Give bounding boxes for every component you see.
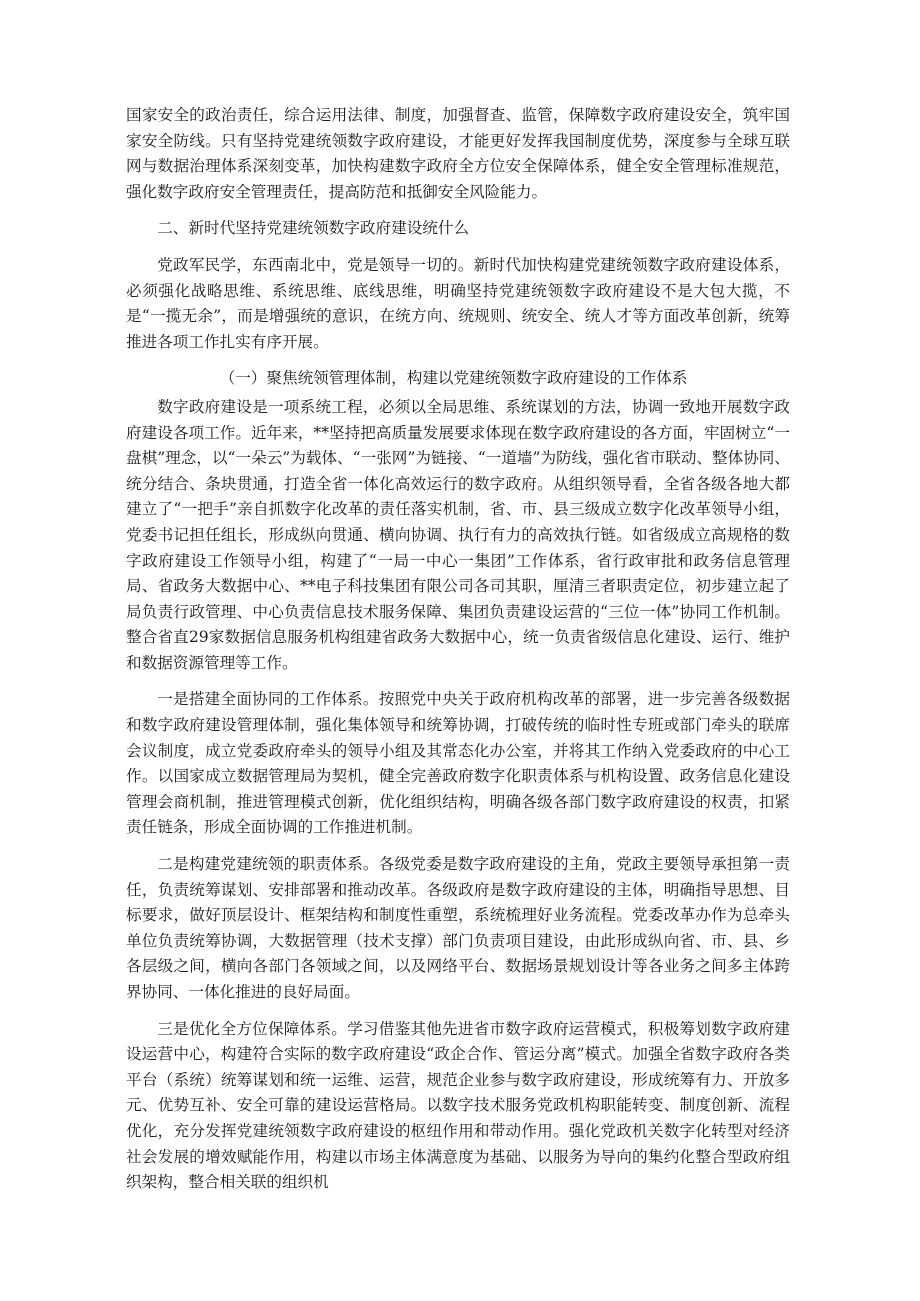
document-body (126, 103, 790, 1196)
paragraph-intro: 党政军民学，东西南北中，党是领导一切的。新时代加快构建党建统领数字政府建设体系，必须强化战略思维、系统思维、底线思维，明确坚持党建统领数字政府建设不是大包大揽，不是“一揽无余”，而是增强统的意识，在统方向、统规则、统安全、统人才等方面改革创新，统筹推进各项工作扎实有序开展。 (126, 255, 790, 351)
paragraph-point-one: 一是搭建全面协同的工作体系。按照党中央关于政府机构改革的部署，进一步完善各级数据和数字政府建设管理体制，强化集体领导和统筹协调，打破传统的临时性专班或部门牵头的联席会议制度，成立党委政府牵头的领导小组及其常态化办公室，并将其工作纳入党委政府的中心工作。以国家成立数据管理局为契机，健全完善政府数字化职责体系与机构设置、政务信息化建设管理会商机制，推进管理模式创新，优化组织结构，明确各级各部门数字政府建设的权责，扣紧责任链条，形成全面协调的工作推进机制。 (126, 690, 790, 837)
paragraph-body: 数字政府建设是一项系统工程，必须以全局思维、系统谋划的方法，协调一致地开展数字政府建设各项工作。近年来，**坚持把高质量发展要求体现在数字政府建设的各方面，牢固树立“一盘棋”理念，以“一朵云”为载体、“一张网”为链接、“一道墙”为防线，强化省市联动、整体协同、统分结合、条块贯通，打造全省一体化高效运行的数字政府。从组织领导看，全省各级各地大都建立了“一把手”亲自抓数字化改革的责任落实机制，省、市、县三级成立数字化改革领导小组，党委书记担任组长，形成纵向贯通、横向协调、执行有力的高效执行链。如省级成立高规格的数字政府建设工作领导小组，构建了“一局一中心一集团”工作体系，省行政审批和政务信息管理局、省政务大数据中心、**电子科技集团有限公司各司其职，厘清三者职责定位，初步建立起了局负责行政管理、中心负责信息技术服务保障、集团负责建设运营的“三位一体”协同工作机制。整合省直29家数据信息服务机构组建省政务大数据中心，统一负责省级信息化建设、运行、维护和数据资源管理等工作。 (126, 397, 790, 672)
paragraph-point-three: 三是优化全方位保障体系。学习借鉴其他先进省市数字政府运营模式，积极筹划数字政府建设运营中心，构建符合实际的数字政府建设“政企合作、管运分离”模式。加强全省数字政府各类平台（系统）统筹谋划和统一运维、运营，规范企业参与数字政府建设，形成统筹有力、开放多元、优势互补、安全可靠的建设运营格局。以数字技术服务党政机构职能转变、制度创新、流程优化，充分发挥党建统领数字政府建设的枢纽作用和带动作用。强化党政机关数字化转型对经济社会发展的增效赋能作用，构建以市场主体满意度为基础、以服务为导向的集约化整合型政府组织架构，整合相关联的组织机 (126, 1019, 790, 1192)
paragraph-continuation: 国家安全的政治责任，综合运用法律、制度，加强督查、监管，保障数字政府建设安全，筑牢国家安全防线。只有坚持党建统领数字政府建设，才能更好发挥我国制度优势，深度参与全球互联网与数据治理体系深刻变革，加快构建数字政府全方位安全保障体系，健全安全管理标准规范，强化数字政府安全管理责任，提高防范和抵御安全风险能力。 (126, 106, 790, 201)
section-heading: 二、新时代坚持党建统领数字政府建设统什么 (157, 219, 470, 238)
subsection-heading: （一）聚焦统领管理体制，构建以党建统领数字政府建设的工作体系 (219, 369, 688, 388)
paragraph-point-two: 二是构建党建统领的职责体系。各级党委是数字政府建设的主角，党政主要领导承担第一责任，负责统筹谋划、安排部署和推动改革。各级政府是数字政府建设的主体，明确指导思想、目标要求，做好顶层设计、框架结构和制度性重塑，系统梳理好业务流程。党委改革办作为总牵头单位负责统筹协调，大数据管理（技术支撑）部门负责项目建设，由此形成纵向省、市、县、乡各层级之间，横向各部门各领域之间，以及网络平台、数据场景规划设计等各业务之间多主体跨界协同、一体化推进的良好局面。 (126, 855, 790, 1001)
